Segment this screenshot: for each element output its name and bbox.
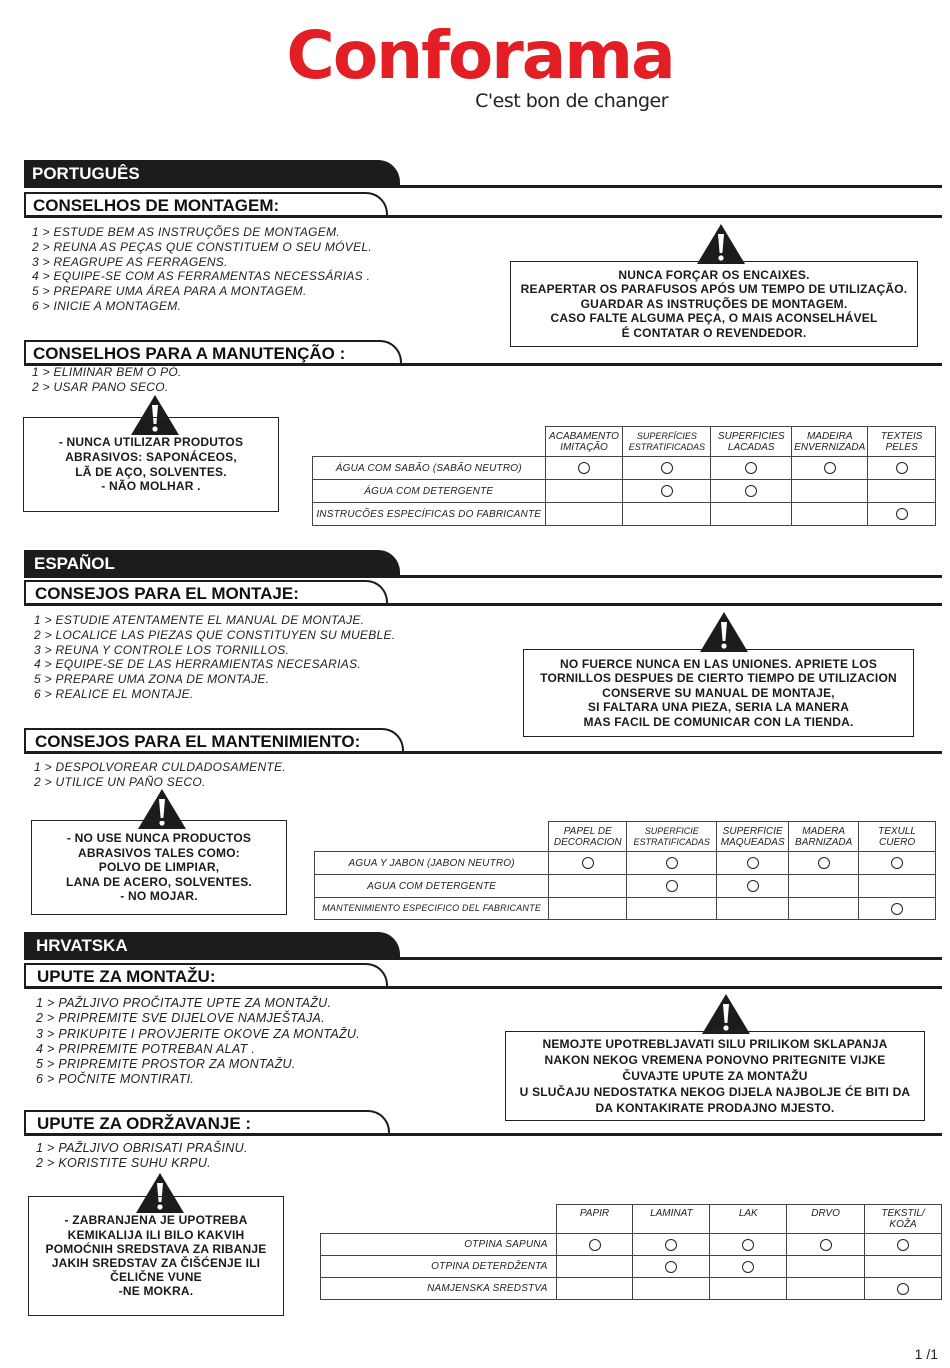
list-item: 5 > PREPARE UMA ÁREA PARA A MONTAGEM. — [32, 284, 307, 299]
list-item: 4 > EQUIPE-SE COM AS FERRAMENTAS NECESSÁRIAS . — [32, 269, 371, 284]
language-header — [24, 550, 942, 578]
table-cell — [545, 503, 623, 526]
column-header: SUPERFICIES LACADAS — [711, 427, 792, 457]
table-row: ÁGUA COM DETERGENTE — [313, 480, 936, 503]
maintenance-header — [24, 1110, 942, 1136]
table-cell — [859, 852, 936, 875]
table-cell — [627, 852, 717, 875]
circle-mark-icon — [896, 462, 908, 474]
list-item: 2 > UTILICE UN PAÑO SECO. — [34, 774, 206, 789]
column-header: SUPERFÍCIES ESTRATIFICADAS — [623, 427, 711, 457]
column-header: SUPERFICIE ESTRATIFICADAS — [627, 822, 717, 852]
table-row: NAMJENSKA SREDSTVA — [321, 1278, 942, 1300]
assembly-header — [24, 580, 942, 606]
list-item: 6 > INICIE A MONTAGEM. — [32, 298, 182, 313]
list-item: 2 > REUNA AS PEÇAS QUE CONSTITUEM O SEU MÓVEL. — [32, 239, 372, 254]
care-table — [312, 426, 936, 526]
circle-mark-icon — [745, 462, 757, 474]
language-title: PORTUGUÊS — [24, 160, 400, 186]
table-cell — [545, 480, 623, 503]
list-item: 2 > USAR PANO SECO. — [32, 379, 169, 394]
list-item: 2 > KORISTITE SUHU KRPU. — [36, 1156, 211, 1171]
list-item: 3 > REAGRUPE AS FERRAGENS. — [32, 254, 228, 269]
care-table — [314, 821, 936, 920]
list-item: 1 > ESTUDIE ATENTAMENTE EL MANUAL DE MONTAJE. — [34, 613, 365, 627]
maintenance-steps — [32, 365, 182, 395]
table-cell — [545, 457, 623, 480]
table-cell — [633, 1256, 710, 1278]
table-cell — [787, 1256, 865, 1278]
maintenance-steps — [34, 760, 286, 790]
table-cell — [633, 1234, 710, 1256]
assembly-header — [24, 963, 942, 989]
caution-box: - NO USE NUNCA PRODUCTOS ABRASIVOS TALES COMO: POLVO DE LIMPIAR, LANA DE ACERO, SOLVENTES. - NO MOJAR. — [31, 820, 287, 915]
table-cell — [859, 875, 936, 898]
circle-mark-icon — [661, 462, 673, 474]
circle-mark-icon — [665, 1261, 677, 1273]
circle-mark-icon — [820, 1239, 832, 1251]
table-cell — [623, 480, 711, 503]
page-number: 1 /1 — [914, 1346, 938, 1362]
table-cell — [711, 457, 792, 480]
table-cell — [711, 480, 792, 503]
table-cell — [789, 852, 859, 875]
table-cell — [627, 898, 717, 920]
section-spanish — [24, 550, 942, 578]
circle-mark-icon — [665, 1239, 677, 1251]
column-header: PAPIR — [556, 1205, 633, 1234]
list-item: 1 > ELIMINAR BEM O PÓ. — [32, 365, 182, 379]
table-cell — [549, 875, 627, 898]
warning-triangle-icon — [695, 222, 747, 266]
table-cell — [549, 898, 627, 920]
table-cell — [789, 875, 859, 898]
circle-mark-icon — [891, 903, 903, 915]
circle-mark-icon — [896, 508, 908, 520]
table-cell — [623, 503, 711, 526]
assembly-warning-box: NEMOJTE UPOTREBLJAVATI SILU PRILIKOM SKLAPANJA NAKON NEKOG VREMENA PONOVNO PRITEGNITE VIJKE ČUVAJTE UPUTE ZA MONTAŽU U SLUČAJU NEDOSTATKA NEKOG DIJELA NAJBOLJE ĆE BITI DA DA KONTAKIRATE PRODAJNO MJESTO. — [505, 1031, 925, 1121]
caution-box: - ZABRANJENA JE UPOTREBA KEMIKALIJA ILI BILO KAKVIH POMOĆNIH SREDSTAVA ZA RIBANJE JAKIH SREDSTAV ZA ČIŠĆENJE ILI ČELIČNE VUNE -NE MOKRA. — [28, 1196, 284, 1316]
table-row: MANTENIMIENTO ESPECIFICO DEL FABRICANTE — [315, 898, 936, 920]
list-item: 6 > POČNITE MONTIRATI. — [36, 1072, 195, 1087]
table-cell — [792, 503, 868, 526]
circle-mark-icon — [582, 857, 594, 869]
table-cell — [787, 1278, 865, 1300]
column-header: ACABAMENTO IMITAÇÃO — [545, 427, 623, 457]
maintenance-title: UPUTE ZA ODRŽAVANJE : — [24, 1110, 390, 1136]
circle-mark-icon — [897, 1239, 909, 1251]
section-portuguese — [24, 160, 942, 188]
table-cell — [710, 1256, 787, 1278]
assembly-steps — [32, 225, 372, 314]
table-cell — [787, 1234, 865, 1256]
circle-mark-icon — [666, 857, 678, 869]
list-item: 4 > PRIPREMITE POTREBAN ALAT . — [36, 1041, 256, 1056]
language-header — [24, 932, 942, 960]
assembly-title: UPUTE ZA MONTAŽU: — [24, 963, 388, 989]
table-cell — [789, 898, 859, 920]
table-cell — [868, 503, 936, 526]
circle-mark-icon — [818, 857, 830, 869]
circle-mark-icon — [589, 1239, 601, 1251]
assembly-warning-box: NO FUERCE NUNCA EN LAS UNIONES. APRIETE LOS TORNILLOS DESPUES DE CIERTO TIEMPO DE UTILIZACION CONSERVE SU MANUAL DE MONTAJE, SI FALTARA UNA PIEZA, SERIA LA MANERA MAS FACIL DE COMUNICAR CON LA TIENDA. — [523, 649, 914, 737]
circle-mark-icon — [745, 485, 757, 497]
table-cell — [633, 1278, 710, 1300]
table-cell — [549, 852, 627, 875]
table-cell — [792, 480, 868, 503]
circle-mark-icon — [578, 462, 590, 474]
column-header: SUPERFICIE MAQUEADAS — [717, 822, 789, 852]
table-cell — [710, 1278, 787, 1300]
assembly-steps — [36, 996, 360, 1088]
list-item: 1 > PAŽLJIVO OBRISATI PRAŠINU. — [36, 1141, 248, 1155]
circle-mark-icon — [742, 1261, 754, 1273]
caution-box: - NUNCA UTILIZAR PRODUTOS ABRASIVOS: SAPONÁCEOS, LÃ DE AÇO, SOLVENTES. - NÃO MOLHAR . — [23, 417, 279, 512]
circle-mark-icon — [824, 462, 836, 474]
circle-mark-icon — [742, 1239, 754, 1251]
circle-mark-icon — [747, 880, 759, 892]
list-item: 1 > ESTUDE BEM AS INSTRUÇÕES DE MONTAGEM. — [32, 225, 341, 239]
maintenance-header — [24, 728, 942, 754]
list-item: 1 > DESPOLVOREAR CULDADOSAMENTE. — [34, 760, 287, 774]
list-item: 3 > REUNA Y CONTROLE LOS TORNILLOS. — [34, 642, 290, 657]
table-cell — [623, 457, 711, 480]
column-header: TEXTEIS PELES — [868, 427, 936, 457]
table-cell — [717, 852, 789, 875]
table-row: ÁGUA COM SABÃO (SABÃO NEUTRO) — [313, 457, 936, 480]
table-cell — [868, 480, 936, 503]
table-row: OTPINA SAPUNA — [321, 1234, 942, 1256]
list-item: 2 > PRIPREMITE SVE DIJELOVE NAMJEŠTAJA. — [36, 1011, 325, 1026]
circle-mark-icon — [891, 857, 903, 869]
language-header — [24, 160, 942, 188]
language-title: HRVATSKA — [24, 932, 400, 958]
circle-mark-icon — [747, 857, 759, 869]
table-cell — [556, 1256, 633, 1278]
warning-triangle-icon — [700, 992, 752, 1036]
table-row: OTPINA DETERDŽENTA — [321, 1256, 942, 1278]
column-header: MADERA BARNIZADA — [789, 822, 859, 852]
column-header: DRVO — [787, 1205, 865, 1234]
language-title: ESPAÑOL — [24, 550, 400, 576]
table-cell — [859, 898, 936, 920]
list-item: 6 > REALICE EL MONTAJE. — [34, 686, 194, 701]
assembly-warning-box: NUNCA FORÇAR OS ENCAIXES. REAPERTAR OS PARAFUSOS APÓS UM TEMPO DE UTILIZAÇÃO. GUARDAR AS INSTRUÇÕES DE MONTAGEM. CASO FALTE ALGUMA PEÇA, O MAIS ACONSELHÁVEL É CONTATAR O REVENDEDOR. — [510, 261, 918, 347]
assembly-steps — [34, 613, 395, 702]
care-table — [320, 1204, 942, 1300]
section-croatian — [24, 932, 942, 960]
column-header: TEKSTIL/ KOŽA — [865, 1205, 942, 1234]
table-cell — [717, 875, 789, 898]
warning-triangle-icon — [698, 610, 750, 654]
table-row: AGUA Y JABON (JABON NEUTRO) — [315, 852, 936, 875]
table-cell — [865, 1278, 942, 1300]
maintenance-title: CONSELHOS PARA A MANUTENÇÃO : — [24, 340, 402, 366]
list-item: 5 > PRIPREMITE PROSTOR ZA MONTAŽU. — [36, 1057, 296, 1072]
list-item: 4 > EQUIPE-SE DE LAS HERRAMIENTAS NECESARIAS. — [34, 657, 362, 672]
list-item: 2 > LOCALICE LAS PIEZAS QUE CONSTITUYEN SU MUEBLE. — [34, 627, 396, 642]
assembly-header — [24, 192, 942, 218]
list-item: 5 > PREPARE UMA ZONA DE MONTAJE. — [34, 672, 270, 687]
list-item: 3 > PRIKUPITE I PROVJERITE OKOVE ZA MONTAŽU. — [36, 1026, 361, 1041]
table-cell — [556, 1234, 633, 1256]
column-header: LAMINAT — [633, 1205, 710, 1234]
column-header: TEXULL CUERO — [859, 822, 936, 852]
table-cell — [711, 503, 792, 526]
table-cell — [865, 1234, 942, 1256]
table-cell — [627, 875, 717, 898]
brand-logo — [270, 17, 690, 112]
table-cell — [868, 457, 936, 480]
assembly-title: CONSELHOS DE MONTAGEM: — [24, 192, 388, 218]
column-header: PAPEL DE DECORACION — [549, 822, 627, 852]
list-item: 1 > PAŽLJIVO PROČITAJTE UPTE ZA MONTAŽU. — [36, 996, 332, 1010]
assembly-title: CONSEJOS PARA EL MONTAJE: — [24, 580, 388, 606]
table-cell — [710, 1234, 787, 1256]
maintenance-header — [24, 340, 942, 366]
table-cell — [865, 1256, 942, 1278]
table-cell — [556, 1278, 633, 1300]
table-row: INSTRUCÕES ESPECÍFICAS DO FABRICANTE — [313, 503, 936, 526]
circle-mark-icon — [661, 485, 673, 497]
circle-mark-icon — [897, 1283, 909, 1295]
table-cell — [717, 898, 789, 920]
brand-name: Conforama — [286, 17, 674, 94]
circle-mark-icon — [666, 880, 678, 892]
table-cell — [792, 457, 868, 480]
table-row: AGUA COM DETERGENTE — [315, 875, 936, 898]
maintenance-steps — [36, 1141, 248, 1172]
column-header: MADEIRA ENVERNIZADA — [792, 427, 868, 457]
brand-tagline: C'est bon de changer — [475, 90, 668, 112]
column-header: LAK — [710, 1205, 787, 1234]
maintenance-title: CONSEJOS PARA EL MANTENIMIENTO: — [24, 728, 404, 754]
